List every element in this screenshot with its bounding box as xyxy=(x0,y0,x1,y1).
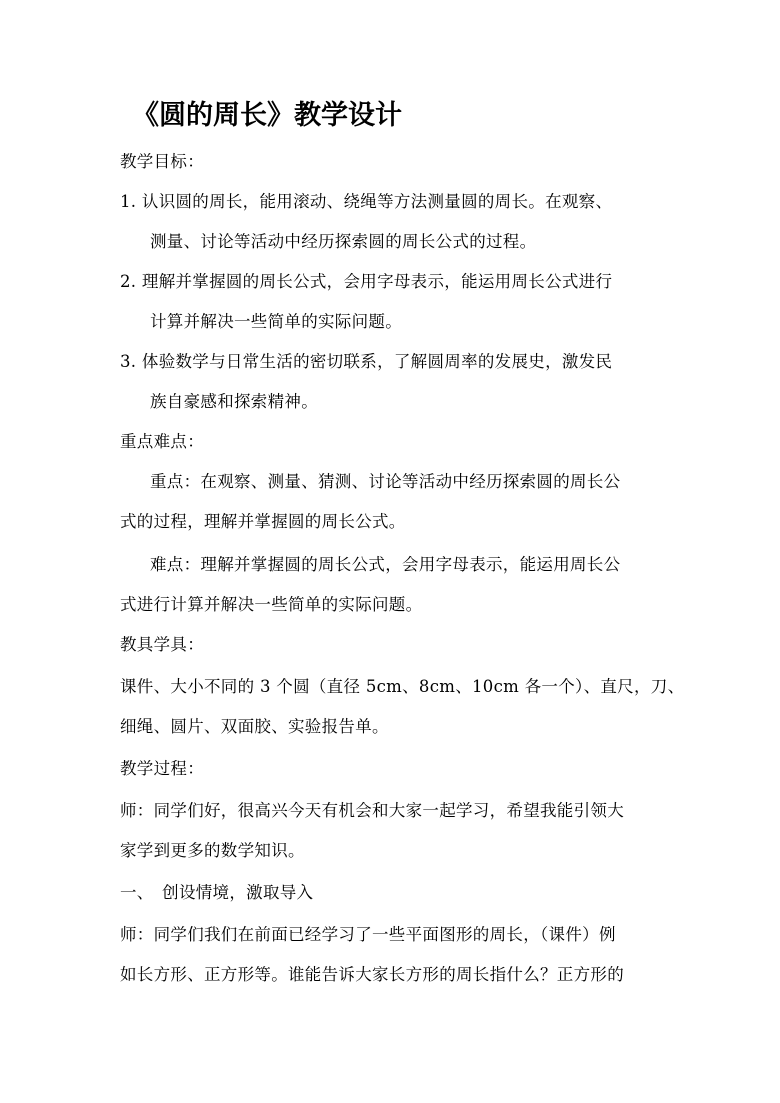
teacher-line-2: 家学到更多的数学知识。 xyxy=(120,841,305,860)
key-point-line-1: 重点：在观察、测量、猜测、讨论等活动中经历探索圆的周长公 xyxy=(150,472,621,491)
objective-3-line-1: 3. 体验数学与日常生活的密切联系，了解圆周率的发展史，激发民 xyxy=(120,352,613,371)
document-title: 《圆的周长》教学设计 xyxy=(132,100,402,131)
objectives-heading: 教学目标： xyxy=(120,152,204,171)
tools-line-1: 课件、大小不同的 3 个圆（直径 5cm、8cm、10cm 各一个）、直尺，刀、 xyxy=(120,677,685,696)
objective-1-line-1: 1. 认识圆的周长，能用滚动、绕绳等方法测量圆的周长。在观察、 xyxy=(120,192,613,211)
tools-line-2: 细绳、圆片、双面胶、实验报告单。 xyxy=(120,717,389,736)
key-point-line-2: 式的过程，理解并掌握圆的周长公式。 xyxy=(120,512,406,531)
key-points-heading: 重点难点： xyxy=(120,432,204,451)
teacher-line-4: 如长方形、正方形等。谁能告诉大家长方形的周长指什么？正方形的 xyxy=(120,965,624,984)
tools-heading: 教具学具： xyxy=(120,635,204,654)
objective-2-line-2: 计算并解决一些简单的实际问题。 xyxy=(150,312,402,331)
objective-2-line-1: 2. 理解并掌握圆的周长公式，会用字母表示，能运用周长公式进行 xyxy=(120,272,613,291)
teacher-line-3: 师：同学们我们在前面已经学习了一些平面图形的周长，（课件）例 xyxy=(120,925,616,944)
difficulty-line-2: 式进行计算并解决一些简单的实际问题。 xyxy=(120,595,423,614)
difficulty-line-1: 难点：理解并掌握圆的周长公式，会用字母表示，能运用周长公 xyxy=(150,555,621,574)
step-1-heading: 一、 创设情境，激取导入 xyxy=(120,883,314,902)
process-heading: 教学过程： xyxy=(120,759,204,778)
objective-3-line-2: 族自豪感和探索精神。 xyxy=(150,392,318,411)
objective-1-line-2: 测量、讨论等活动中经历探索圆的周长公式的过程。 xyxy=(150,232,537,251)
teacher-line-1: 师：同学们好，很高兴今天有机会和大家一起学习，希望我能引领大 xyxy=(120,801,624,820)
